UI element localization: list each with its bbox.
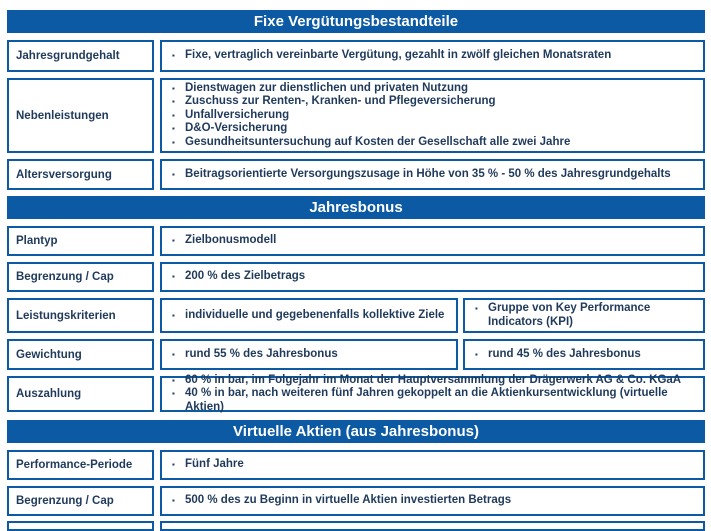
value-leistungskriterien-right [463, 298, 705, 333]
label-leistungskriterien: Leistungskriterien [7, 298, 154, 333]
bullet-icon: ▪ [172, 496, 175, 506]
value-leistungskriterien-left [160, 298, 458, 333]
list-item: ▪ Zielbonusmodell [172, 234, 277, 247]
label-auszahlung: Auszahlung [7, 376, 154, 412]
label-performance-periode: Performance-Periode [7, 450, 154, 480]
list-item: ▪ Beitragsorientierte Versorgungszusage in Höhe von 35 % - 50 % des Jahresgrundgehalts [172, 167, 671, 180]
row-partial-label [7, 521, 154, 531]
bullet-icon: ▪ [475, 304, 478, 313]
label-plantyp: Plantyp [7, 226, 154, 256]
value-jahresgrundgehalt [160, 40, 705, 72]
value-altersversorgung [160, 159, 705, 190]
list-item: ▪ individuelle und gegebenenfalls kollektive Ziele [172, 308, 445, 321]
label-nebenleistungen: Nebenleistungen [7, 78, 154, 153]
list-item: ▪ Zuschuss zur Renten-, Kranken- und Pflegeversicherung [172, 95, 496, 108]
value-begrenzung-shares [160, 486, 705, 516]
bullet-icon: ▪ [172, 349, 175, 359]
label-jahresgrundgehalt: Jahresgrundgehalt [7, 40, 154, 72]
bullet-icon: ▪ [172, 460, 175, 470]
bullet-icon: ▪ [475, 349, 478, 359]
section-header-shares: Virtuelle Aktien (aus Jahresbonus) [7, 420, 705, 443]
bullet-icon: ▪ [172, 169, 175, 179]
bullet-icon: ▪ [172, 236, 175, 246]
list-item: ▪ rund 55 % des Jahresbonus [172, 347, 338, 360]
list-item: ▪ 200 % des Zielbetrags [172, 270, 306, 283]
list-item: ▪ 40 % in bar, nach weiteren fünf Jahren gekoppelt an die Aktienkursentwicklung (virtuelle Aktien) [172, 387, 668, 413]
section-header-fixed: Fixe Vergütungsbestandteile [7, 10, 705, 33]
value-gewichtung-right [463, 339, 705, 370]
list-item: ▪ rund 45 % des Jahresbonus [475, 347, 641, 360]
list-item: ▪ Dienstwagen zur dienstlichen und privaten Nutzung [172, 81, 469, 94]
label-altersversorgung: Altersversorgung [7, 159, 154, 190]
value-gewichtung-left [160, 339, 458, 370]
bullet-icon: ▪ [172, 97, 175, 107]
bullet-icon: ▪ [172, 124, 175, 134]
section-header-bonus: Jahresbonus [7, 196, 705, 219]
bullet-icon: ▪ [172, 389, 175, 399]
value-plantyp [160, 226, 705, 256]
value-begrenzung-bonus [160, 262, 705, 292]
label-begrenzung-shares: Begrenzung / Cap [7, 486, 154, 516]
bullet-icon: ▪ [172, 110, 175, 120]
list-item: ▪ Unfallversicherung [172, 108, 290, 121]
bullet-icon: ▪ [172, 137, 175, 147]
list-item: ▪ D&O-Versicherung [172, 122, 288, 135]
bullet-icon: ▪ [172, 310, 175, 320]
list-item: ▪ Fünf Jahre [172, 458, 244, 471]
list-item: ▪ Fixe, vertraglich vereinbarte Vergütung, gezahlt in zwölf gleichen Monatsraten [172, 49, 612, 62]
label-gewichtung: Gewichtung [7, 339, 154, 370]
bullet-icon: ▪ [172, 83, 175, 93]
row-partial-value [160, 521, 705, 531]
list-item: ▪ 500 % des zu Beginn in virtuelle Aktien investierten Betrags [172, 494, 512, 507]
label-begrenzung-bonus: Begrenzung / Cap [7, 262, 154, 292]
value-nebenleistungen [160, 78, 705, 153]
value-performance-periode [160, 450, 705, 480]
bullet-icon: ▪ [172, 375, 175, 385]
value-auszahlung [160, 373, 705, 413]
bullet-icon: ▪ [172, 272, 175, 282]
bullet-icon: ▪ [172, 51, 175, 61]
list-item: ▪ Gruppe von Key Performance Indicators (KPI) [475, 302, 651, 328]
list-item: ▪ Gesundheitsuntersuchung auf Kosten der Gesellschaft alle zwei Jahre [172, 135, 571, 148]
list-item: ▪ 60 % in bar, im Folgejahr im Monat der Hauptversammlung der Drägerwerk AG & Co. KGaA [172, 373, 682, 386]
